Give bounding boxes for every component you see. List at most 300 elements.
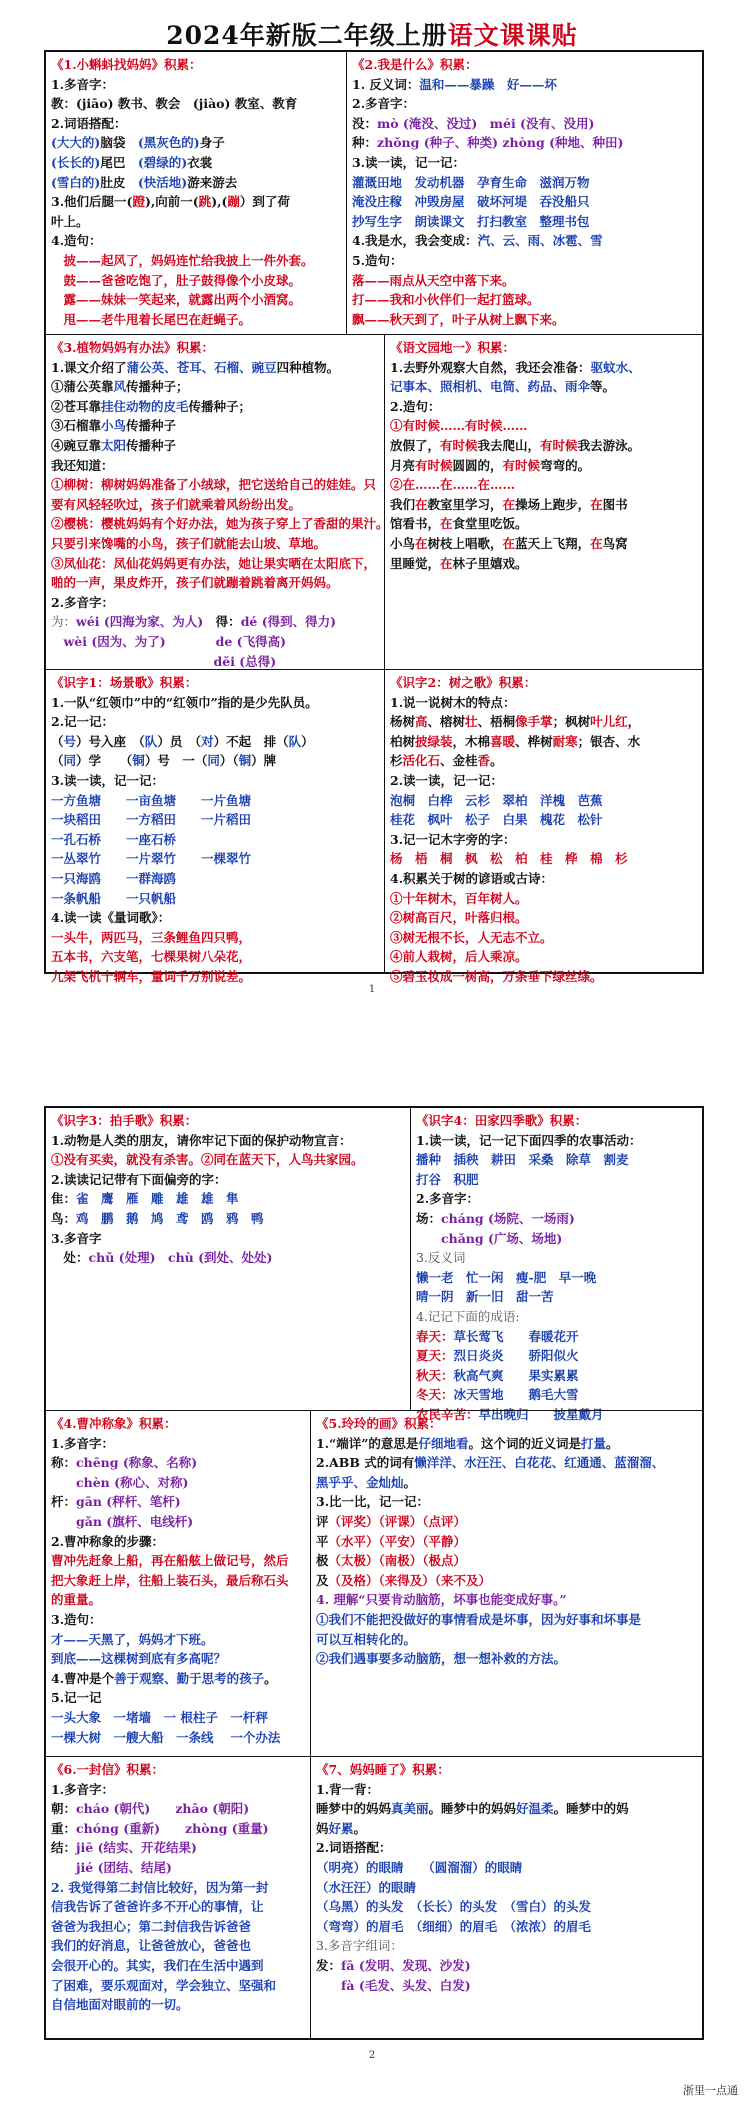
text-run: 披——起风了，妈妈连忙给我披上一件外套。	[51, 252, 314, 268]
text-run: 里睡觉，	[390, 555, 441, 571]
section-heading	[316, 1414, 697, 1434]
text-run: 鸟：	[51, 1210, 77, 1226]
text-run: 2.词语搭配：	[51, 115, 127, 131]
section-line	[51, 791, 379, 811]
section-line	[352, 173, 697, 193]
text-run: 在	[502, 496, 516, 512]
text-run: 在	[590, 535, 603, 551]
section-line	[316, 1878, 697, 1898]
section-line	[51, 554, 379, 574]
text-run: 树枝上唱歌，	[427, 535, 503, 551]
section-line	[51, 1248, 405, 1268]
section-line	[51, 712, 379, 732]
text-run: 农民辛苦：	[416, 1406, 479, 1422]
section-line	[51, 771, 379, 791]
brand-footer: 浙里一点通	[683, 2084, 738, 2097]
text-run: chèn (称心、对称)	[51, 1474, 189, 1490]
section-line	[316, 1838, 697, 1858]
text-run: 有时候	[440, 437, 478, 453]
section-line	[390, 416, 697, 436]
section-line	[390, 751, 697, 771]
section-line	[416, 1209, 697, 1229]
section-lesson-5	[310, 1410, 702, 1756]
text-run: 队	[288, 733, 302, 749]
section-line	[51, 1630, 305, 1650]
text-run: zhǒng (种子、种类) zhòng (种地、种田)	[377, 135, 624, 151]
section-line	[51, 1688, 305, 1708]
text-run: 柏树	[390, 733, 416, 749]
section-line	[51, 1453, 305, 1473]
text-run: 在	[415, 496, 428, 512]
section-line	[51, 475, 379, 495]
section-line	[352, 94, 697, 114]
text-run: 4. 理解“只要肯动脑筋，坏事也能变成好事。”	[316, 1592, 567, 1608]
section-line	[51, 1532, 305, 1552]
text-run: 飘——秋天到了，叶子从树上飘下来。	[352, 311, 565, 327]
section-line	[51, 514, 389, 534]
section-line	[51, 1189, 405, 1209]
section-line	[51, 114, 341, 134]
text-run: 4.记记下面的成语:	[416, 1308, 520, 1324]
text-run: 传播种子	[126, 437, 177, 453]
text-run: wèi (因为、为了) de (飞得高)	[51, 633, 287, 649]
text-run: ）	[301, 733, 314, 749]
section-line	[51, 173, 341, 193]
section-line	[51, 1610, 305, 1630]
section-line	[51, 397, 379, 417]
section-line	[316, 1936, 697, 1956]
text-run: ）学 （	[76, 753, 133, 769]
text-run: 月亮	[390, 457, 416, 473]
section-line	[390, 791, 697, 811]
text-run: 。	[605, 1435, 619, 1451]
section-line	[316, 1956, 697, 1976]
text-run: 只要引来馋嘴的小鸟，孩子们就能去山坡、草地。	[51, 535, 327, 551]
text-run: 3.读一读，记一记：	[51, 772, 165, 788]
text-run: 烈日炎炎 骄阳似火	[453, 1348, 579, 1364]
text-run: 极	[316, 1553, 329, 1569]
text-run: cháo (朝代) zhāo (朝阳)	[76, 1801, 250, 1817]
text-run: 尾巴	[100, 154, 138, 170]
text-run: 冰天雪地 鹅毛大雪	[453, 1387, 579, 1403]
text-run: (长长的)	[51, 154, 101, 170]
text-run: 有时候	[415, 457, 453, 473]
section-line	[51, 1649, 305, 1669]
section-line	[316, 1551, 697, 1571]
section-line	[51, 1473, 305, 1493]
section-heading	[352, 55, 697, 75]
text-run: 跳	[198, 194, 212, 210]
section-line	[416, 1327, 697, 1347]
text-run: 雀 鹰 雁 雕 雄 雄 隼	[76, 1191, 239, 1207]
section-lesson-1	[46, 52, 346, 334]
section-line	[51, 231, 341, 251]
page-1-sheet	[44, 50, 704, 984]
text-run: ③树无根不长，人无志不立。	[390, 929, 553, 945]
text-run: 懒一老 忙一闲 瘦-肥 早一晚	[416, 1269, 597, 1285]
text-run: 好温柔	[516, 1801, 554, 1817]
section-line	[51, 908, 379, 928]
section-line	[51, 495, 379, 515]
section-line	[51, 1819, 305, 1839]
text-run: 真美丽	[391, 1801, 429, 1817]
text-run: 1.多音字：	[51, 1781, 115, 1797]
section-lesson-7	[310, 1756, 702, 2038]
text-run: 温和——暴躁 好——坏	[419, 76, 557, 92]
section-line	[316, 1976, 697, 1996]
text-run: 。	[490, 753, 503, 769]
text-run: 杨树	[390, 714, 416, 730]
section-line	[51, 632, 379, 652]
text-run: 队	[144, 733, 158, 749]
text-run: 传播种子	[126, 418, 177, 434]
text-run: (雪白的)	[51, 174, 101, 190]
section-line	[51, 1209, 405, 1229]
section-line	[51, 212, 341, 232]
text-run: 打谷 积肥	[416, 1171, 479, 1187]
section-line	[416, 1385, 697, 1405]
text-run: fā (发明、发现、沙发)	[341, 1957, 471, 1973]
section-line	[51, 1838, 305, 1858]
section-line	[390, 554, 697, 574]
text-run: 1.多音字：	[51, 1435, 115, 1451]
text-run: 2.读读记记带有下面偏旁的字：	[51, 1171, 227, 1187]
text-run: 《识字4：田家四季歌》积累：	[416, 1113, 588, 1128]
section-line	[352, 271, 697, 291]
section-line	[51, 1728, 305, 1748]
text-run: 才——天黑了，妈妈才下班。	[51, 1631, 214, 1647]
text-run: děi (总得)	[51, 653, 277, 669]
text-run: 秋天：	[416, 1367, 454, 1383]
text-run: 传播种子；	[188, 398, 252, 414]
text-run: ）（	[219, 753, 239, 769]
section-line	[51, 1976, 305, 1996]
text-run: 我们	[390, 496, 416, 512]
section-line	[316, 1473, 697, 1493]
text-run: 身子	[199, 135, 225, 151]
text-run: 发：	[316, 1957, 342, 1973]
text-run: 为：	[51, 614, 77, 630]
text-run: 《2.我是什么》积累：	[352, 57, 478, 72]
text-run: 游来游去	[187, 174, 238, 190]
text-run: cháng (场院、一场雨)	[441, 1210, 575, 1226]
text-run: 肚皮	[100, 174, 138, 190]
text-run: 挂住动物的皮毛	[101, 398, 189, 414]
text-run: mò (淹没、没过) méi (没有、没用)	[377, 115, 595, 131]
text-run: 图书	[602, 496, 628, 512]
text-run: 杨 梧 桐 枫 松 柏 桂 桦 棉 杉	[390, 851, 628, 867]
text-run: ）号 一（	[144, 753, 208, 769]
section-lesson-3	[46, 334, 389, 669]
text-run: ）到了荷	[239, 194, 290, 210]
section-line	[51, 732, 379, 752]
section-line	[316, 1630, 697, 1650]
text-run: 1.多音字：	[51, 76, 115, 92]
text-run: 没：	[352, 115, 378, 131]
text-run: 处：	[51, 1250, 89, 1266]
text-run: 太阳	[101, 437, 127, 453]
text-run: fà (毛发、头发、白发)	[316, 1977, 471, 1993]
text-run: 1.一队“红领巾”中的“红领巾”指的是少先队员。	[51, 694, 318, 710]
section-line	[51, 94, 341, 114]
section-line	[51, 947, 379, 967]
text-run: （弯弯）的眉毛 （细细）的眉毛 （浓浓）的眉毛	[316, 1918, 592, 1934]
text-run: （乌黑）的头发 （长长）的头发 （雪白）的头发	[316, 1899, 592, 1915]
section-line	[390, 712, 697, 732]
text-run: 5.记一记	[51, 1690, 102, 1706]
section-line	[51, 1708, 305, 1728]
text-run: 号	[63, 733, 77, 749]
section-line	[390, 928, 697, 948]
text-run: 在	[415, 535, 428, 551]
text-run: 等。	[590, 379, 616, 395]
text-run: 一孔石桥 一座石桥	[51, 831, 177, 847]
text-run: 铜	[132, 753, 145, 769]
text-run: 2.词语搭配：	[316, 1840, 392, 1856]
text-run: 结：	[51, 1840, 77, 1856]
text-run: 蹬	[132, 194, 145, 210]
text-run: chǔ (处理) chù (到处、处处)	[88, 1250, 273, 1266]
text-run: jiē (结实、开花结果)	[76, 1840, 197, 1856]
text-run: ①柳树：柳树妈妈准备了小绒球，把它送给自己的娃娃。只	[51, 477, 377, 493]
text-run: 1.去野外观察大自然，我还会准备：	[390, 359, 591, 375]
section-line	[416, 1307, 697, 1327]
text-run: 、金桂	[440, 753, 478, 769]
section-line	[51, 456, 379, 476]
section-line	[316, 1897, 697, 1917]
section-line	[390, 514, 697, 534]
text-run: 衣裳	[187, 154, 213, 170]
text-run: 一条帆船 一只帆船	[51, 890, 177, 906]
section-line	[352, 310, 697, 330]
section-line	[51, 693, 379, 713]
section-line	[51, 310, 341, 330]
text-run: 5.造句：	[352, 252, 403, 268]
text-run: 要有风轻轻吹过，孩子们就乘着风纷纷出发。	[51, 496, 302, 512]
text-run: 及	[316, 1572, 329, 1588]
section-line	[390, 771, 697, 791]
text-run: 一丛翠竹 一片翠竹 一棵翠竹	[51, 851, 252, 867]
text-run: 《语文园地一》积累：	[390, 340, 516, 355]
text-run: 操场上跑步，	[515, 496, 591, 512]
section-line	[51, 1878, 305, 1898]
section-lesson-2	[346, 52, 702, 334]
text-run: 《识字2：树之歌》积累：	[390, 675, 537, 690]
section-literacy-4	[410, 1108, 702, 1422]
text-run: （水平）（平安）（平静）	[328, 1533, 467, 1549]
text-run: 2.造句：	[390, 398, 441, 414]
text-run: （	[51, 753, 64, 769]
section-literacy-3	[46, 1108, 410, 1410]
text-run: (快活地)	[137, 174, 188, 190]
text-run: 播种 插秧 耕田 采桑 除草 割麦	[416, 1152, 629, 1168]
text-run: ①蒲公英靠	[51, 379, 114, 395]
section-line	[352, 251, 697, 271]
text-run: 曹冲先赶象上船，再在船舷上做记号，然后	[51, 1553, 289, 1569]
section-line	[316, 1858, 697, 1878]
text-run: 。	[353, 1820, 367, 1836]
section-heading	[51, 55, 341, 75]
text-run: 《4.曹冲称象》积累：	[51, 1416, 177, 1431]
text-run: ②树高百尺，叶落归根。	[390, 910, 528, 926]
section-line	[316, 1780, 697, 1800]
text-run: 小鸟	[101, 418, 127, 434]
section-line	[416, 1170, 697, 1190]
section-line	[390, 397, 697, 417]
section-line	[51, 573, 379, 593]
section-garden-1	[384, 334, 702, 669]
text-run: 1.说一说树木的特点：	[390, 694, 516, 710]
text-run: ②樱桃：樱桃妈妈有个好办法，她为孩子穿上了香甜的果汁。	[51, 516, 389, 532]
text-run: 善于观察、勤于思考的孩子	[114, 1670, 265, 1686]
text-run: 重：	[51, 1820, 77, 1836]
section-line	[416, 1189, 697, 1209]
text-run: 传播种子；	[126, 379, 189, 395]
text-run: （评奖）（评课）（点评）	[328, 1513, 467, 1529]
text-run: 。睡梦中的妈妈	[428, 1801, 517, 1817]
text-run: 一块稻田 一方稻田 一片稻田	[51, 812, 252, 828]
text-run: 啪的一声，果皮炸开，孩子们就蹦着跳着离开妈妈。	[51, 575, 339, 591]
section-heading	[316, 1760, 697, 1780]
text-run: 蒲公英、苍耳、石榴、豌豆	[126, 359, 277, 375]
section-lesson-6	[46, 1756, 310, 2038]
section-line	[416, 1366, 697, 1386]
text-run: 同	[207, 753, 220, 769]
text-run: 2.ABB 式的词有	[316, 1455, 415, 1471]
section-line	[390, 693, 697, 713]
text-run: 一头大象 一堵墙 一 根柱子 一杆秤	[51, 1709, 268, 1725]
section-line	[51, 75, 341, 95]
section-line	[390, 947, 697, 967]
section-line	[51, 1229, 405, 1249]
section-line	[51, 358, 379, 378]
section-heading	[390, 338, 697, 358]
text-run: （水汪汪）的眼睛	[316, 1879, 417, 1895]
text-run: 在	[502, 535, 516, 551]
section-line	[51, 416, 379, 436]
section-line	[51, 751, 379, 771]
section-line	[51, 1897, 305, 1917]
section-line	[390, 495, 697, 515]
text-run: 。这个词的近义词是	[468, 1435, 581, 1451]
text-run: 了困难，要乐观面对，学会独立、坚强和	[51, 1977, 277, 1993]
text-run: wéi (四海为家、为人)	[76, 614, 216, 630]
text-run: 仔细地看	[418, 1435, 469, 1451]
text-run: ),(	[211, 194, 228, 210]
text-run: 在	[590, 496, 603, 512]
section-line	[51, 830, 379, 850]
text-run: 我去游泳。	[577, 437, 641, 453]
text-run: 、桦树	[515, 733, 553, 749]
text-run: 1.课文介绍了	[51, 359, 127, 375]
text-run: 蓝天上飞翔，	[515, 535, 591, 551]
section-line	[51, 1512, 305, 1532]
text-run: 教：(jiāo) 教书、教会 (jiào) 教室、教育	[51, 96, 298, 112]
text-run: （太极）（南极）（极点）	[328, 1553, 467, 1569]
page-2-sheet	[44, 1106, 704, 2040]
section-line	[51, 1571, 305, 1591]
text-run: 圆圆的，	[452, 457, 503, 473]
text-run: 汽、云、雨、冰雹、雪	[477, 233, 603, 249]
section-line	[390, 534, 697, 554]
text-run: 3.比一比，记一记：	[316, 1494, 430, 1510]
text-run: 夏天：	[416, 1348, 454, 1364]
text-run: 到底——这棵树到底有多高呢？	[51, 1651, 227, 1667]
text-run: （及格）（来得及）（来不及）	[328, 1572, 492, 1588]
text-run: 对	[201, 733, 214, 749]
section-heading	[51, 338, 379, 358]
text-run: 场：	[416, 1210, 442, 1226]
section-line	[316, 1492, 697, 1512]
text-run: 放假了，	[390, 437, 441, 453]
text-run: 早出晚归 披星戴月	[478, 1406, 604, 1422]
section-heading	[51, 1111, 405, 1131]
text-run: ②我们遇事要多动脑筋，想一想补救的方法。	[316, 1651, 567, 1667]
text-run: 自信地面对眼前的一切。	[51, 1997, 189, 2013]
text-run: 隹：	[51, 1191, 77, 1207]
section-line	[51, 593, 379, 613]
text-run: ⑤碧玉妆成一树高，万条垂下绿丝绦。	[390, 968, 603, 984]
text-run: 一头牛，两匹马，三条鲤鱼四只鸭，	[51, 929, 252, 945]
text-run: 一方鱼塘 一亩鱼塘 一片鱼塘	[51, 792, 252, 808]
text-run: 脑袋	[100, 135, 138, 151]
text-run: 好累	[328, 1820, 354, 1836]
text-run: 2.多音字：	[352, 96, 416, 112]
section-line	[51, 1917, 305, 1937]
section-line	[51, 1551, 305, 1571]
text-run: 食堂里吃饭。	[452, 516, 528, 532]
section-line	[416, 1268, 697, 1288]
section-line	[352, 290, 697, 310]
section-line	[352, 212, 697, 232]
text-run: gǎn (旗杆、电线杆)	[51, 1513, 194, 1529]
text-run: 披绿装	[415, 733, 453, 749]
text-run: (黑灰色的)	[137, 135, 200, 151]
text-run: 。	[403, 1474, 417, 1490]
section-line	[416, 1229, 697, 1249]
text-run: 3.读一读，记一记：	[352, 154, 466, 170]
section-line	[51, 1858, 305, 1878]
section-line	[316, 1590, 697, 1610]
text-run: 称：	[51, 1455, 77, 1471]
title-accent: 语文课课贴	[447, 21, 578, 50]
text-run: ）牌	[251, 753, 277, 769]
section-line	[51, 889, 379, 909]
title-main: 2024年新版二年级上册	[166, 21, 448, 50]
section-line	[51, 1434, 305, 1454]
text-run: 4.我是水，我会变成：	[352, 233, 478, 249]
section-line	[51, 1780, 305, 1800]
section-line	[390, 436, 697, 456]
text-run: 《识字3：拍手歌》积累：	[51, 1113, 198, 1128]
section-heading	[416, 1111, 697, 1131]
text-run: 叶儿红	[590, 714, 628, 730]
text-run: (大大的)	[51, 135, 101, 151]
section-line	[51, 869, 379, 889]
text-run: 黑乎乎、金灿灿	[316, 1474, 404, 1490]
section-line	[51, 1492, 305, 1512]
section-line	[390, 810, 697, 830]
text-run: 一棵大树 一艘大船 一条线 一个办法	[51, 1729, 281, 1745]
text-run: ；银杏、水	[577, 733, 641, 749]
text-run: ①有时候……有时候……	[390, 418, 528, 434]
text-run: 喜暖	[490, 733, 516, 749]
section-line	[51, 1170, 405, 1190]
text-run: ③石榴靠	[51, 418, 102, 434]
text-run: 会很开心的。其实，我们在生活中遇到	[51, 1957, 264, 1973]
section-line	[352, 75, 697, 95]
section-line	[51, 271, 341, 291]
